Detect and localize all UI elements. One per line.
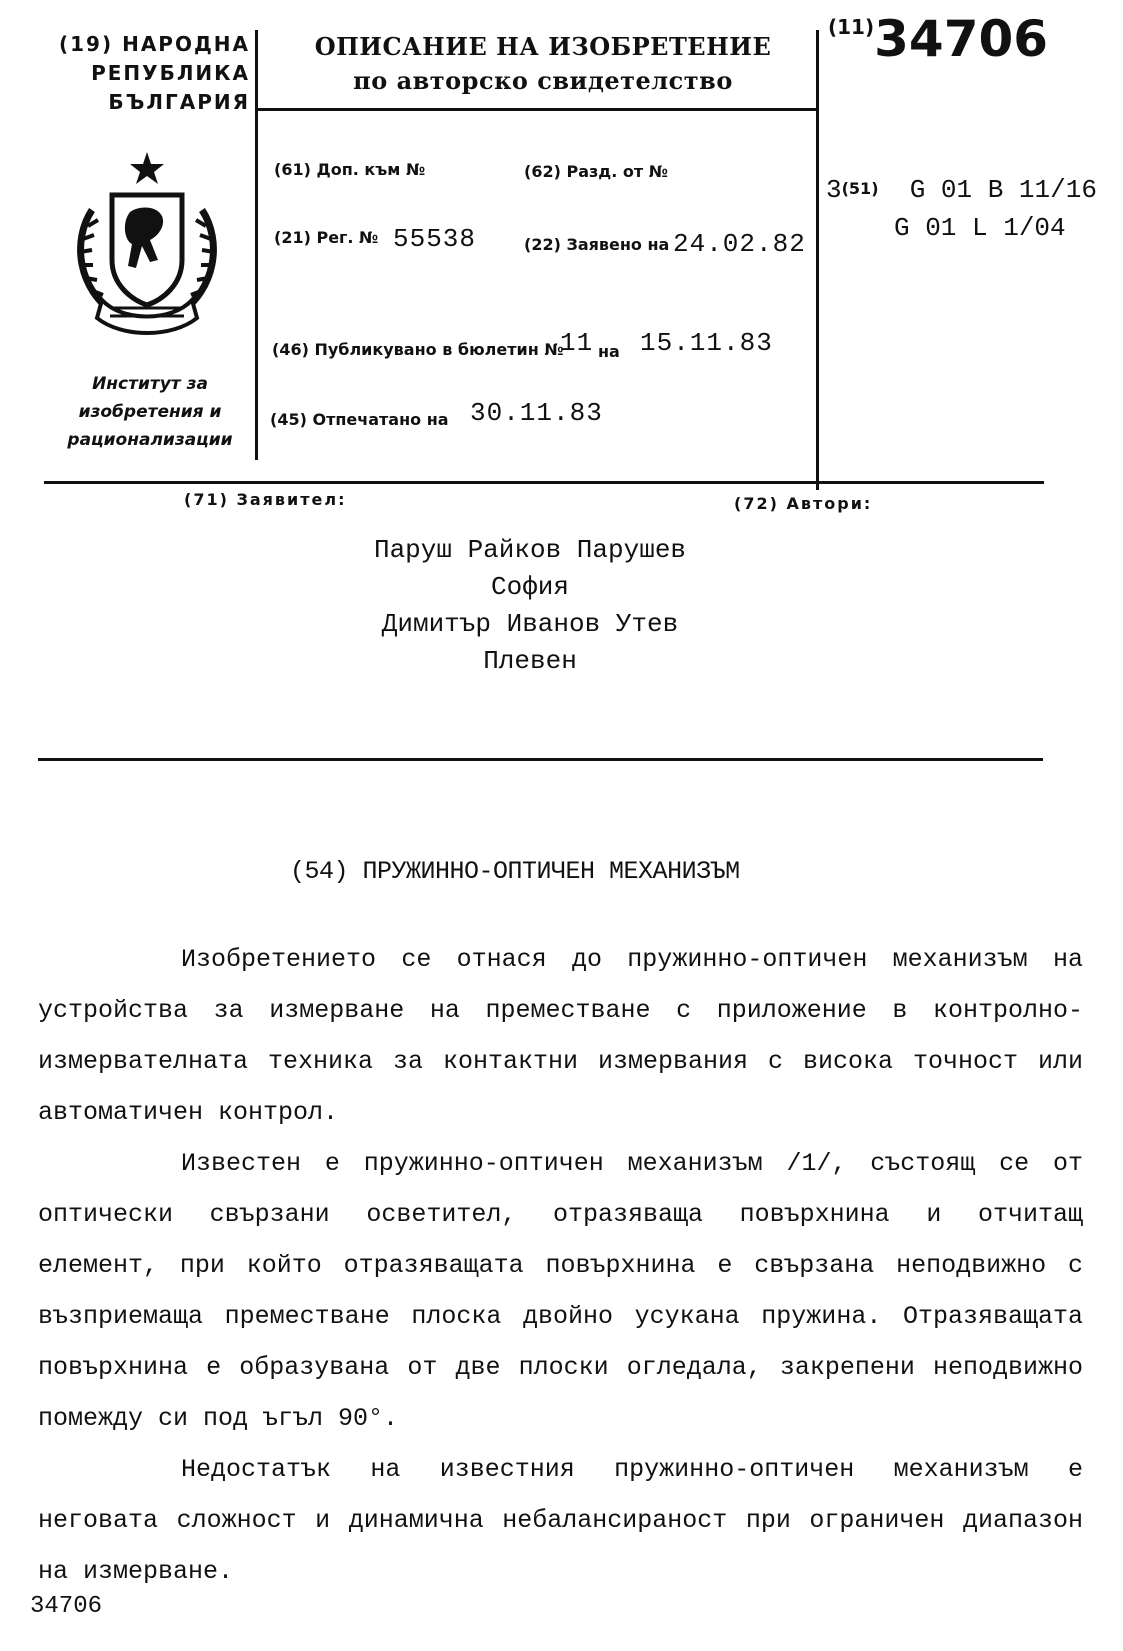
header-bottom-line — [44, 481, 1044, 484]
field-division: (62) Разд. от № — [524, 162, 668, 181]
invention-title: (54) ПРУЖИННО-ОПТИЧЕН МЕХАНИЗЪМ — [290, 857, 740, 886]
institute-line-3: рационализации — [67, 430, 233, 450]
field-reg-label: (21) Рег. № — [274, 228, 379, 247]
classification-block — [826, 170, 1097, 247]
field-printed-label: (45) Отпечатано на — [270, 410, 449, 429]
document-title — [278, 30, 808, 98]
field-pub-label: (46) Публикувано в бюлетин № — [272, 340, 564, 359]
title-underline — [256, 108, 818, 111]
document-title-line-1: ОПИСАНИЕ НА ИЗОБРЕТЕНИЕ — [314, 32, 772, 61]
authors-label: (72) Автори: — [734, 494, 873, 513]
person-2-name: Димитър Иванов Утев — [381, 609, 679, 639]
field-reg-value: 55538 — [393, 224, 477, 254]
paragraph-3: Недостатък на известния пружинно-оптичен механизъм е неговата сложност и динамична небалансираност при ограничен диапазон на измерване. — [38, 1455, 1083, 1586]
frame-right-line — [816, 30, 819, 490]
institute-line-1: Институт за — [92, 374, 208, 394]
patent-code: (11) — [828, 15, 875, 39]
country-line-3: БЪЛГАРИЯ — [108, 90, 250, 114]
country-line-1: (19) НАРОДНА — [59, 32, 250, 56]
person-1-city: София — [490, 572, 569, 602]
field-pub-on: на — [598, 342, 620, 361]
parties-bottom-line — [38, 758, 1043, 761]
field-pub-bulletin: 11 — [560, 328, 594, 358]
field-addl: (61) Доп. към № — [274, 160, 426, 179]
classification-code-1: G 01 B 11/16 — [909, 175, 1097, 205]
field-filed-label: (22) Заявено на — [524, 235, 670, 254]
institute-line-2: изобретения и — [78, 402, 222, 422]
classification-line-2 — [826, 209, 1097, 247]
field-filed-value: 24.02.82 — [673, 229, 806, 259]
body-text — [38, 934, 1083, 1597]
paragraph-2: Известен е пружинно-оптичен механизъм /1/, състоящ се от оптически свързани осветител, отразяваща повърхнина и отчитащ елемент, при който отразяващата повърхнина е свързана неподвижно с възприемаща преместване плоска двойно усукана пружина. Отразяващата повърхнина е образувана от две плоски огледала, закрепени неподвижно помежду си под ъгъл 90°. — [38, 1149, 1083, 1433]
persons-list — [280, 532, 780, 680]
person-2-city: Плевен — [483, 646, 577, 676]
classification-code-2: G 01 L 1/04 — [894, 213, 1066, 243]
paragraph-1: Изобретението се отнася до пружинно-оптичен механизъм на устройства за измерване на преместване с приложение в контролно-измервателната техника за контактни измервания с висока точност или автоматичен контрол. — [38, 945, 1083, 1127]
person-1-name: Паруш Райков Парушев — [373, 535, 687, 565]
document-title-line-2: по авторско свидетелство — [353, 66, 733, 95]
field-printed-value: 30.11.83 — [470, 398, 603, 428]
footer-page-number: 34706 — [30, 1593, 103, 1620]
patent-number — [828, 10, 1048, 68]
field-pub-date: 15.11.83 — [640, 328, 773, 358]
country-name — [50, 30, 250, 117]
coat-of-arms-icon — [62, 150, 232, 340]
country-line-2: РЕПУБЛИКА — [91, 61, 250, 85]
patent-number-value: 34706 — [874, 10, 1049, 68]
frame-left-line — [255, 30, 258, 460]
applicant-label: (71) Заявител: — [184, 490, 347, 509]
classification-line-1: 3(51) G 01 B 11/16 — [826, 175, 1097, 205]
institute-name — [55, 370, 245, 454]
